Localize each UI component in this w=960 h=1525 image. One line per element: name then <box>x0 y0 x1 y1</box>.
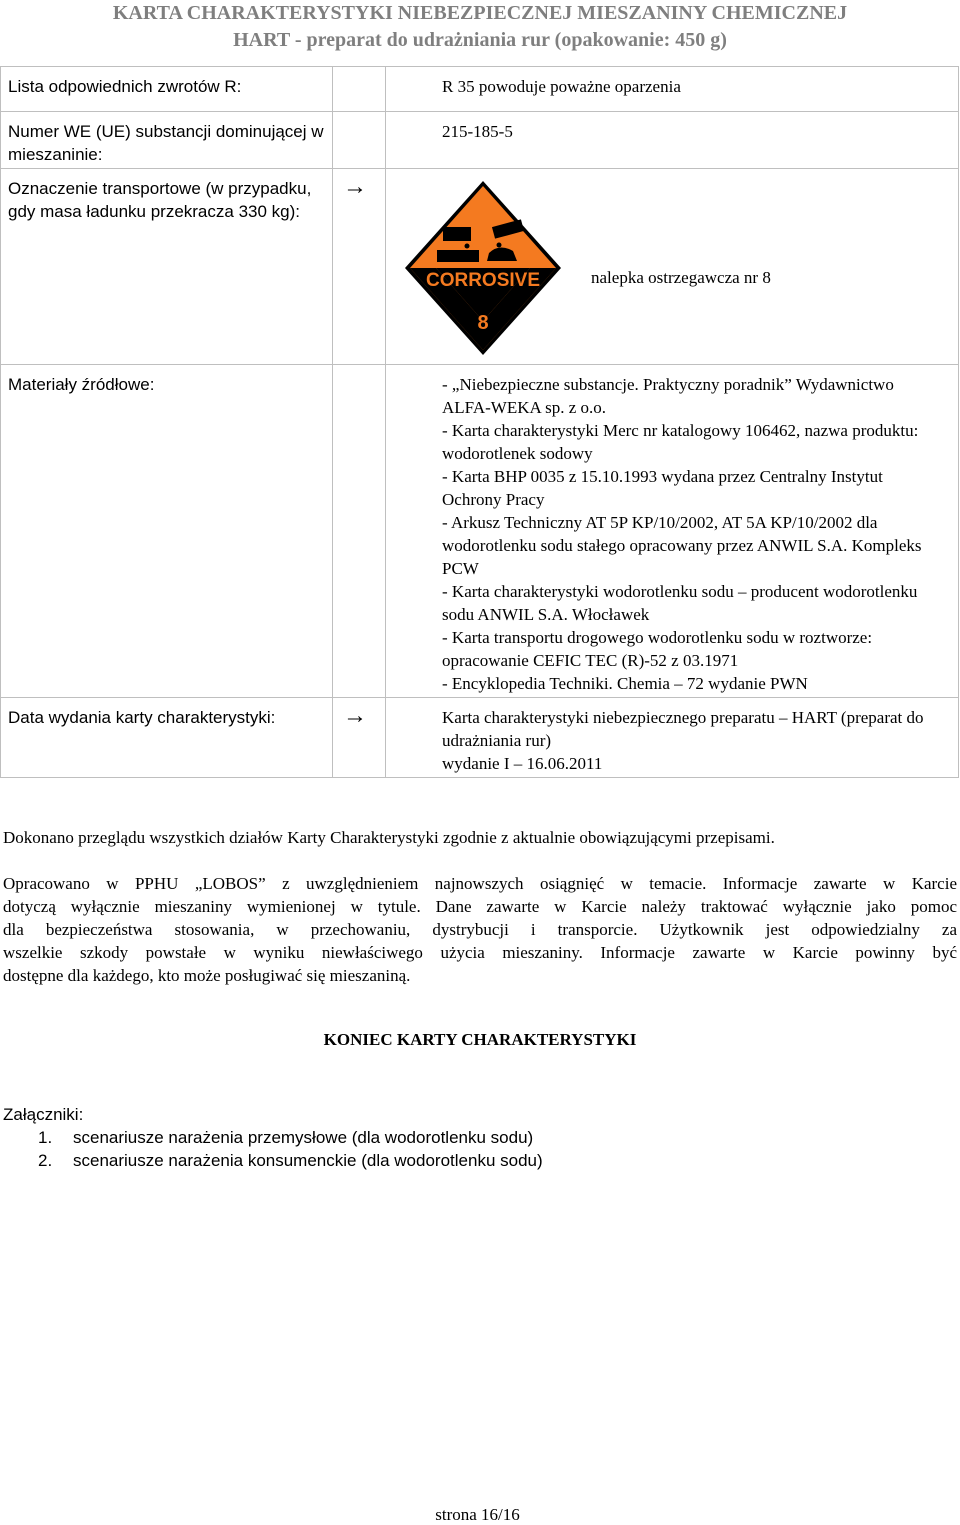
disclaimer-line: dla bezpieczeństwa stosowania, w przechowaniu, dystrybucji i transporcie. Użytkownik jest odpowiedzialny za <box>3 920 957 939</box>
placard-text: CORROSIVE <box>425 270 541 291</box>
disclaimer-line: Opracowano w PPHU „LOBOS” z uwzględnieniem najnowszych osiągnięć w temacie. Informacje zawarte w Karcie <box>3 874 957 893</box>
attachment-item <box>3 1149 543 1172</box>
sources-label: Materiały źródłowe: <box>1 365 333 698</box>
source-line: - Karta charakterystyki Merc nr katalogowy 106462, nazwa produktu: <box>442 421 919 440</box>
page-number: strona 16/16 <box>435 1505 520 1524</box>
issue-date-label: Data wydania karty charakterystyki: <box>1 698 333 778</box>
disclaimer-line: dotyczą wyłącznie mieszaniny wymienionej w tytule. Dane zawarte w Karcie należy traktować wyłącznie jako pomoc <box>3 897 957 916</box>
document-header <box>0 0 960 54</box>
corrosive-placard-icon <box>403 179 563 357</box>
attachments-title: Załączniki: <box>3 1105 84 1124</box>
source-line: Ochrony Pracy <box>442 490 545 509</box>
r-phrases-label: Lista odpowiednich zwrotów R: <box>1 67 333 112</box>
attachment-text: scenariusze narażenia przemysłowe (dla wodorotlenku sodu) <box>73 1128 534 1147</box>
attachment-number: 2. <box>38 1151 53 1170</box>
we-number-label: Numer WE (UE) substancji dominującej w mieszaninie: <box>1 112 333 169</box>
review-note: Dokonano przeglądu wszystkich działów Karty Charakterystyki zgodnie z aktualnie obowiązującymi przepisami. <box>3 828 775 847</box>
source-line: - Karta BHP 0035 z 15.10.1993 wydana przez Centralny Instytut <box>442 467 883 486</box>
source-line: - Karta transportu drogowego wodorotlenku sodu w roztworze: <box>442 628 873 647</box>
source-line: PCW <box>442 559 479 578</box>
source-line: - Encyklopedia Techniki. Chemia – 72 wydanie PWN <box>442 674 808 693</box>
attachments <box>3 1103 543 1172</box>
source-line: - Karta charakterystyki wodorotlenku sodu – producent wodorotlenku <box>442 582 918 601</box>
attachment-text: scenariusze narażenia konsumenckie (dla wodorotlenku sodu) <box>73 1151 543 1170</box>
info-table <box>0 66 959 778</box>
source-line: - „Niebezpieczne substancje. Praktyczny poradnik” Wydawnictwo <box>442 375 894 394</box>
header-subtitle: HART - preparat do udrażniania rur (opakowanie: 450 g) <box>233 29 727 51</box>
source-line: sodu ANWIL S.A. Włocławek <box>442 605 650 624</box>
source-line: opracowanie CEFIC TEC (R)-52 z 03.1971 <box>442 651 739 670</box>
attachment-number: 1. <box>38 1128 53 1147</box>
right-arrow-icon: → <box>343 174 367 200</box>
issue-date-line: udrażniania rur) <box>442 731 552 750</box>
row-transport <box>1 169 959 365</box>
row-we-number <box>1 112 959 169</box>
placard-number: 8 <box>477 312 489 334</box>
r-phrases-value: R 35 powoduje poważne oparzenia <box>442 77 681 96</box>
we-number-value: 215-185-5 <box>442 122 513 141</box>
source-line: wodorotlenek sodowy <box>442 444 593 463</box>
end-title: KONIEC KARTY CHARAKTERYSTYKI <box>323 1030 637 1049</box>
disclaimer-paragraph <box>3 872 957 987</box>
source-line: - Arkusz Techniczny AT 5P KP/10/2002, AT 5A KP/10/2002 dla <box>442 513 878 532</box>
sources-list <box>386 365 959 698</box>
row-r-phrases <box>1 67 959 112</box>
issue-date-line: wydanie I – 16.06.2011 <box>442 754 603 773</box>
row-issue-date <box>1 698 959 778</box>
row-sources <box>1 365 959 698</box>
disclaimer-line: wszelkie szkody powstałe w wyniku niewłaściwego użycia mieszaniny. Informacje zawarte w Karcie powinny być <box>3 943 957 962</box>
source-line: wodorotlenku sodu stałego opracowany przez ANWIL S.A. Kompleks <box>442 536 922 555</box>
issue-date-line: Karta charakterystyki niebezpiecznego preparatu – HART (preparat do <box>442 708 924 727</box>
attachment-item <box>3 1126 543 1149</box>
transport-label: Oznaczenie transportowe (w przypadku, gdy masa ładunku przekracza 330 kg): <box>1 169 333 365</box>
placard-caption: nalepka ostrzegawcza nr 8 <box>591 268 771 287</box>
source-line: ALFA-WEKA sp. z o.o. <box>442 398 606 417</box>
right-arrow-icon: → <box>343 703 367 729</box>
header-title: KARTA CHARAKTERYSTYKI NIEBEZPIECZNEJ MIESZANINY CHEMICZNEJ <box>112 2 848 24</box>
disclaimer-line: dostępne dla każdego, kto może posługiwać się mieszaniną. <box>3 966 411 985</box>
